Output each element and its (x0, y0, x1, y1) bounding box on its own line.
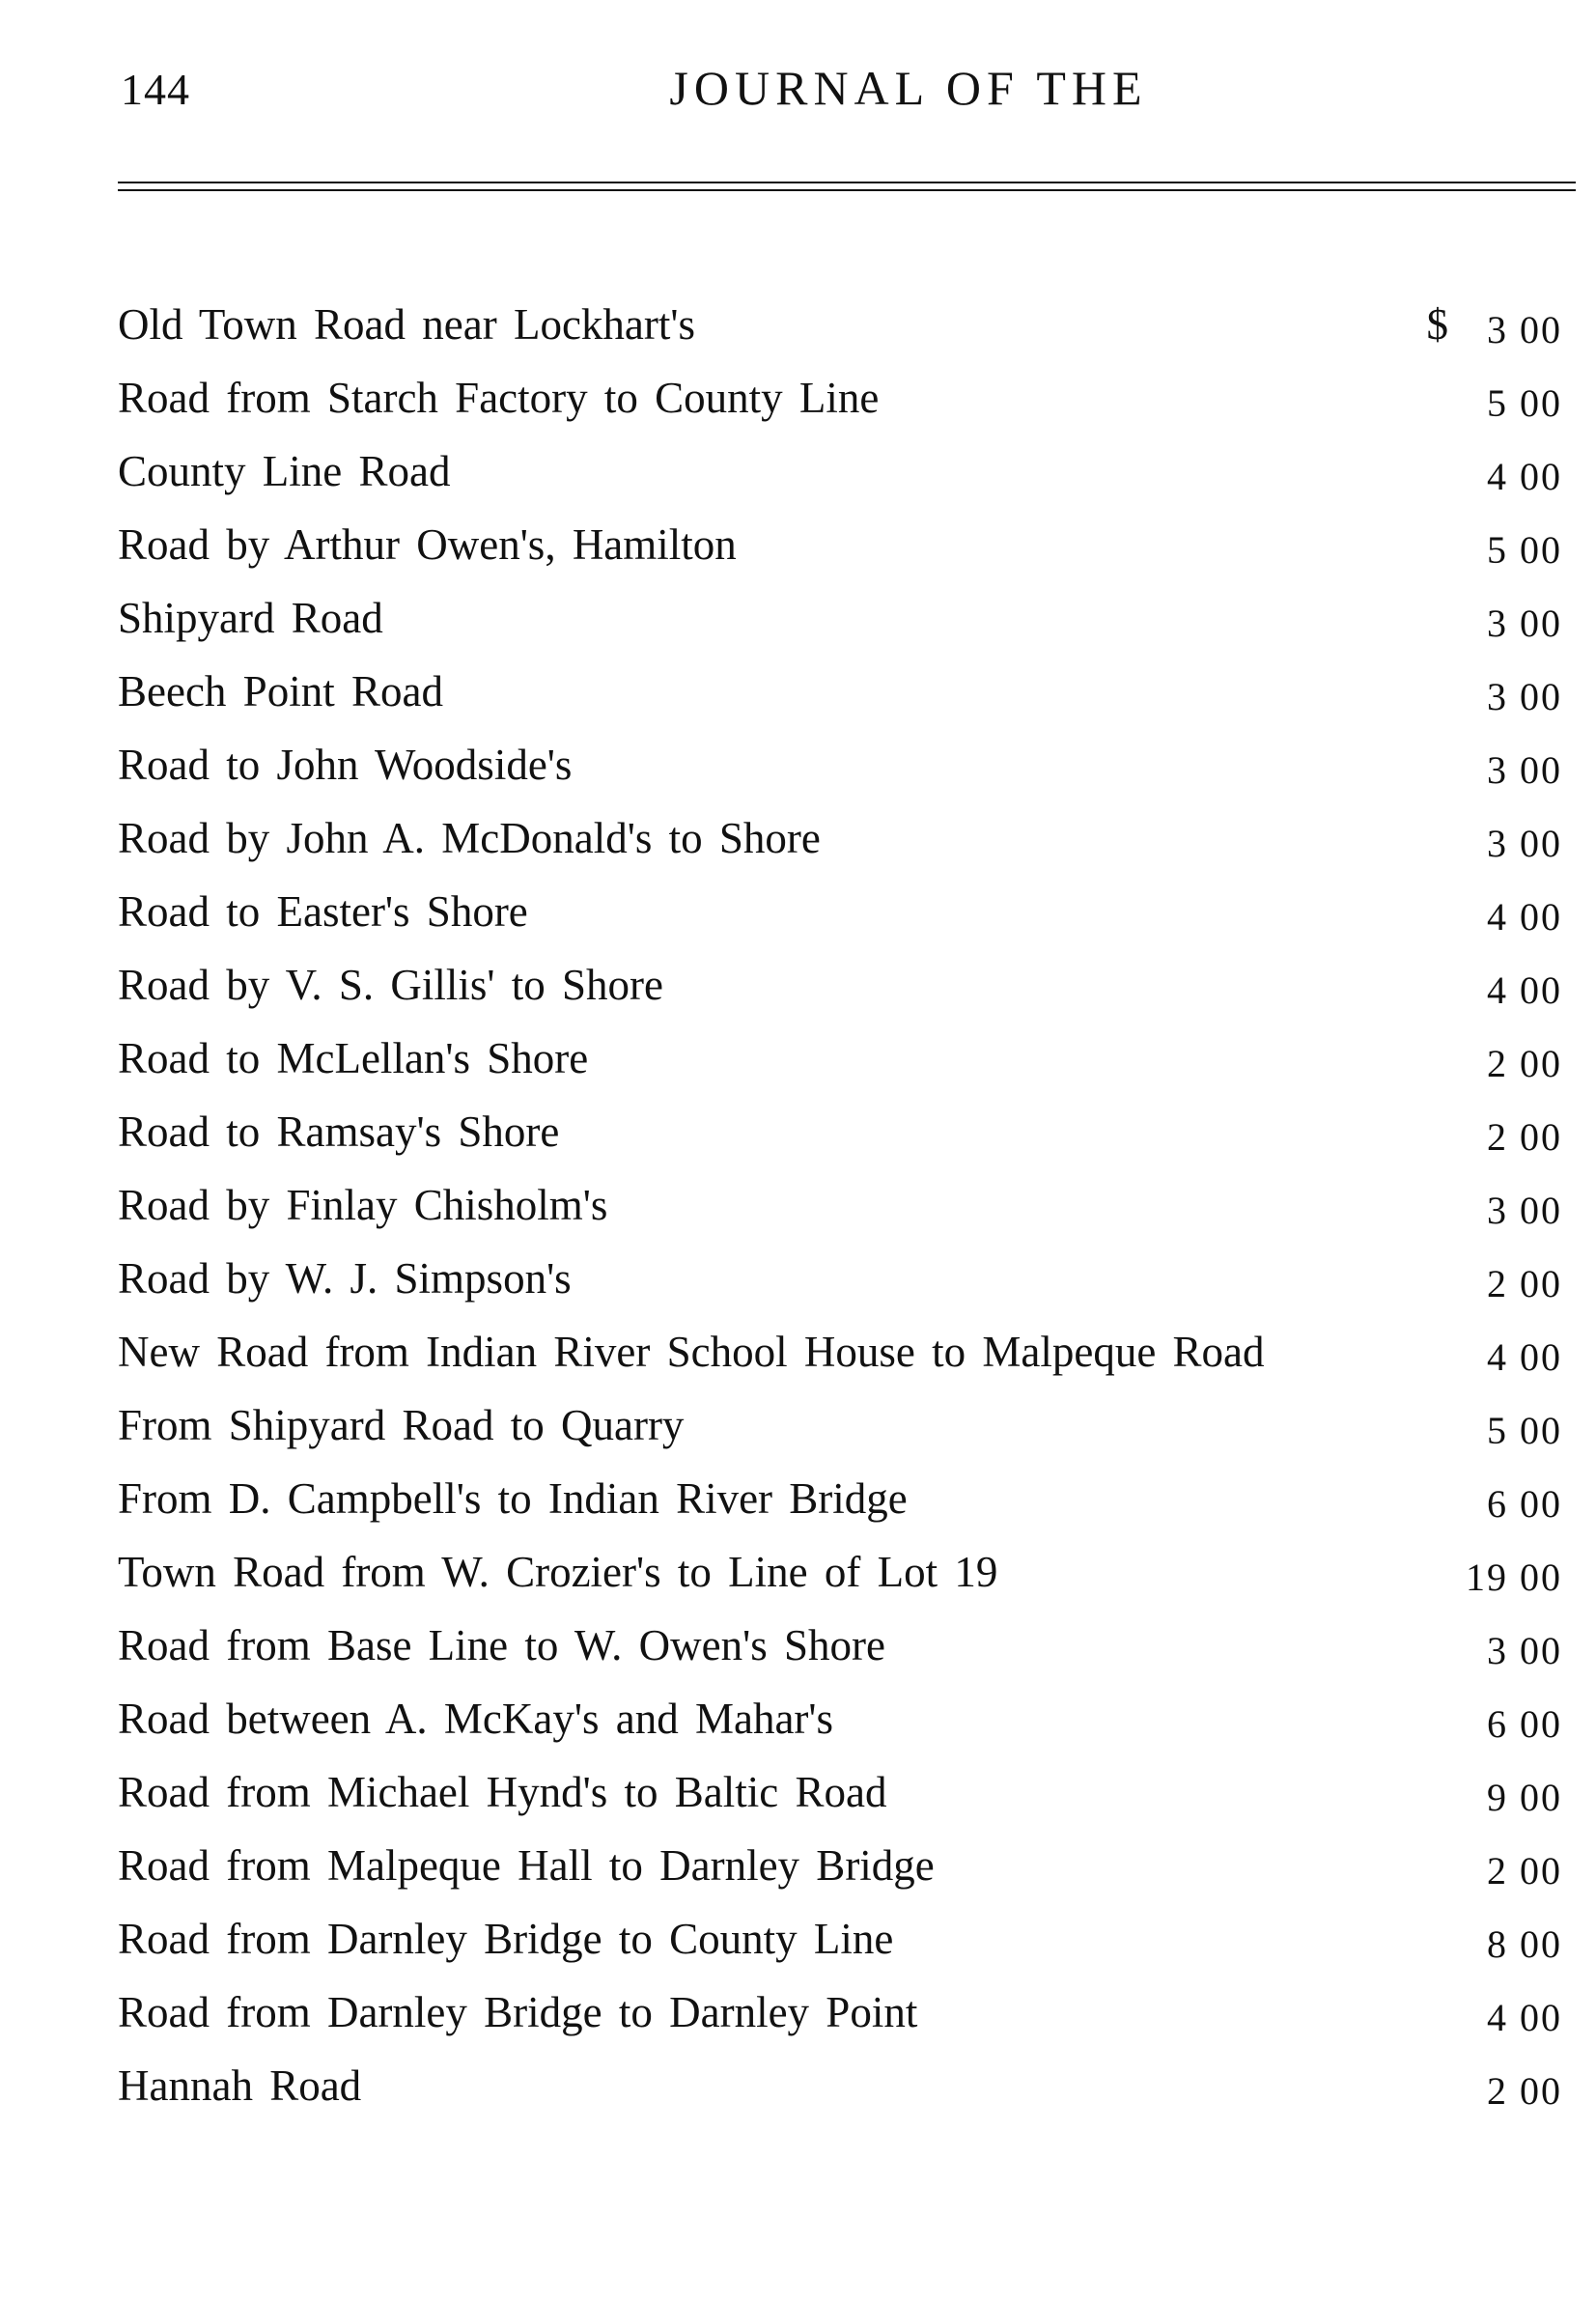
page-header (116, 60, 1576, 137)
list-item (116, 1168, 1576, 1242)
entry-amount: 2 00 (1487, 1115, 1562, 1159)
list-item (116, 1755, 1576, 1829)
entry-amount: 5 00 (1487, 381, 1562, 425)
entry-description: Road from Malpeque Hall to Darnley Bridge (118, 1841, 935, 1890)
entry-description: Beech Point Road (118, 667, 443, 715)
entry-description: From D. Campbell's to Indian River Bridge (118, 1474, 908, 1523)
list-item (116, 1388, 1576, 1462)
currency-symbol: $ (1426, 300, 1448, 349)
entry-amount: 3 00 (1487, 822, 1562, 865)
list-item (116, 728, 1576, 801)
entry-description: New Road from Indian River School House to Malpeque Road (118, 1328, 1265, 1376)
entry-amount: 8 00 (1487, 1922, 1562, 1966)
entry-description: Road from Michael Hynd's to Baltic Road (118, 1768, 887, 1816)
list-item (116, 655, 1576, 728)
entry-amount: 2 00 (1487, 1042, 1562, 1085)
list-item (116, 948, 1576, 1022)
entry-amount: 2 00 (1487, 1849, 1562, 1892)
list-item (116, 1535, 1576, 1609)
entry-amount: 2 00 (1487, 1262, 1562, 1305)
entry-amount: 6 00 (1487, 1702, 1562, 1746)
entry-amount: 9 00 (1487, 1776, 1562, 1819)
entry-amount: 3 00 (1487, 1189, 1562, 1232)
entry-amount: 4 00 (1487, 455, 1562, 498)
entry-description: Road by V. S. Gillis' to Shore (118, 961, 664, 1009)
entry-description: Town Road from W. Crozier's to Line of Lot 19 (118, 1548, 998, 1596)
entry-amount: 4 00 (1487, 895, 1562, 939)
header-rule-bottom (118, 189, 1576, 191)
list-item (116, 1682, 1576, 1755)
entry-amount: 3 00 (1487, 602, 1562, 645)
entry-description: Road to Easter's Shore (118, 887, 528, 936)
entry-description: Old Town Road near Lockhart's (118, 300, 695, 349)
entry-amount: 4 00 (1487, 1996, 1562, 2039)
entry-description: Road from Darnley Bridge to Darnley Point (118, 1988, 918, 2036)
list-item (116, 288, 1576, 361)
entry-description: Hannah Road (118, 2061, 362, 2110)
entry-amount: 4 00 (1487, 1335, 1562, 1379)
entry-description: Road from Starch Factory to County Line (118, 374, 880, 422)
list-item (116, 1902, 1576, 1976)
list-item (116, 435, 1576, 508)
list-item (116, 581, 1576, 655)
entry-amount: 3 00 (1487, 675, 1562, 718)
entry-description: Road to John Woodside's (118, 741, 573, 789)
entry-amount: 4 00 (1487, 968, 1562, 1012)
entry-amount: 5 00 (1487, 528, 1562, 572)
list-item (116, 1462, 1576, 1535)
entry-description: Road by Arthur Owen's, Hamilton (118, 520, 737, 569)
entry-description: Road by Finlay Chisholm's (118, 1181, 608, 1229)
list-item (116, 1829, 1576, 1902)
entry-description: Road from Base Line to W. Owen's Shore (118, 1621, 886, 1669)
entry-amount: 5 00 (1487, 1409, 1562, 1452)
road-appropriations-list (116, 288, 1576, 2122)
entry-amount: 2 00 (1487, 2069, 1562, 2113)
list-item (116, 1242, 1576, 1315)
entry-description: Road by W. J. Simpson's (118, 1254, 572, 1303)
list-item (116, 1609, 1576, 1682)
entry-amount: 3 00 (1487, 308, 1562, 351)
entry-description: Road between A. McKay's and Mahar's (118, 1695, 834, 1743)
running-title: JOURNAL OF THE (669, 61, 1148, 115)
list-item (116, 875, 1576, 948)
entry-description: Road to McLellan's Shore (118, 1034, 589, 1082)
entry-description: Road by John A. McDonald's to Shore (118, 814, 821, 862)
header-rule-top (118, 182, 1576, 183)
page-number: 144 (121, 65, 190, 114)
entry-description: From Shipyard Road to Quarry (118, 1401, 685, 1449)
list-item (116, 1095, 1576, 1168)
entry-amount: 6 00 (1487, 1482, 1562, 1526)
list-item (116, 361, 1576, 435)
entry-description: Road from Darnley Bridge to County Line (118, 1915, 894, 1963)
entry-description: County Line Road (118, 447, 451, 495)
list-item (116, 1022, 1576, 1095)
list-item (116, 508, 1576, 581)
list-item (116, 801, 1576, 875)
entry-amount: 3 00 (1487, 748, 1562, 792)
list-item (116, 1315, 1576, 1388)
entry-amount: 19 00 (1466, 1556, 1562, 1599)
list-item (116, 1976, 1576, 2049)
list-item (116, 2049, 1576, 2122)
entry-amount: 3 00 (1487, 1629, 1562, 1672)
entry-description: Shipyard Road (118, 594, 383, 642)
entry-description: Road to Ramsay's Shore (118, 1107, 560, 1156)
